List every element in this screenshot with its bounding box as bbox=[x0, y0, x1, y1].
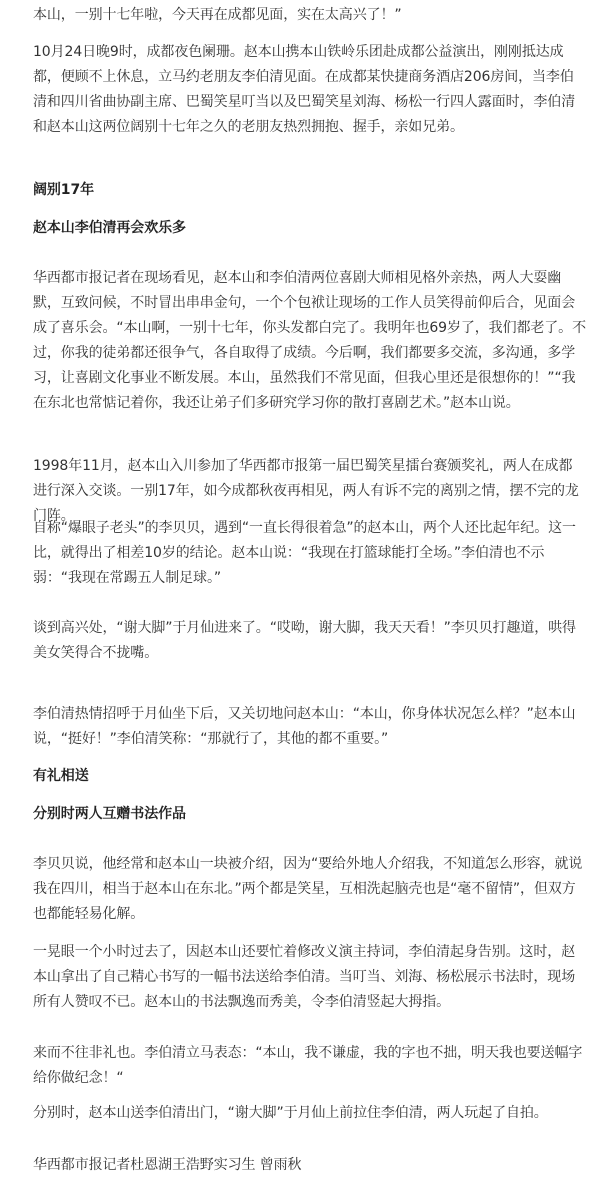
article-paragraph-1: 本山，一别十七年啦，今天再在成都见面，实在太高兴了！” bbox=[33, 7, 402, 23]
article-paragraph-10: 来而不往非礼也。李伯清立马表态：“本山，我不谦虚，我的字也不拙，明天我也要送幅字给你做纪念！“ bbox=[33, 1045, 583, 1086]
article-paragraph-5: 自称“爆眼子老头”的李贝贝，遇到“一直长得很着急”的赵本山，两个人还比起年纪。这一比，就得出了相差10岁的结论。赵本山说：“我现在打篮球能打全场。”李伯清也不示弱：“我现在常踢五人制足球。” bbox=[33, 520, 576, 586]
article-byline: 华西都市报记者杜恩湖王浩野实习生 曾雨秋 bbox=[33, 1157, 302, 1173]
section-heading-2: 有礼相送 bbox=[33, 768, 89, 784]
section-subheading-1: 赵本山李伯清再会欢乐多 bbox=[33, 220, 186, 236]
article-paragraph-6: 谈到高兴处，“谢大脚”于月仙进来了。“哎呦，谢大脚，我天天看！”李贝贝打趣道，哄得美女笑得合不拢嘴。 bbox=[33, 620, 576, 661]
article-paragraph-7: 李伯清热情招呼于月仙坐下后，又关切地问赵本山：“本山，你身体状况怎么样？”赵本山说，“挺好！”李伯清笑称：“那就行了，其他的都不重要。” bbox=[33, 706, 576, 747]
article-paragraph-9: 一晃眼一个小时过去了，因赵本山还要忙着修改义演主持词，李伯清起身告别。这时，赵本山拿出了自己精心书写的一幅书法送给李伯清。当叮当、刘海、杨松展示书法时，现场所有人赞叹不已。赵本山的书法飘逸而秀美，令李伯清竖起大拇指。 bbox=[33, 944, 576, 1010]
article-paragraph-4: 1998年11月，赵本山入川参加了华西都市报第一届巴蜀笑星擂台赛颁奖礼，两人在成都进行深入交谈。一别17年，如今成都秋夜再相见，两人有诉不完的离别之情，摆不完的龙门阵。 bbox=[33, 458, 579, 524]
section-heading-1: 阔别17年 bbox=[33, 182, 94, 198]
section-subheading-2: 分别时两人互赠书法作品 bbox=[33, 806, 186, 822]
article-paragraph-11: 分别时，赵本山送李伯清出门，“谢大脚”于月仙上前拉住李伯清，两人玩起了自拍。 bbox=[33, 1105, 548, 1121]
article-paragraph-3: 华西都市报记者在现场看见，赵本山和李伯清两位喜剧大师相见格外亲热，两人大耍幽默，互致问候，不时冒出串串金句，一个个包袱让现场的工作人员笑得前仰后合，见面会成了喜乐会。“本山啊，一别十七年，你头发都白完了。我明年也69岁了，我们都老了。不过，你我的徒弟都还很争气，各自取得了成绩。今后啊，我们都要多交流，多沟通，多学习，让喜剧文化事业不断发展。本山，虽然我们不常见面，但我心里还是很想你的！”“我在东北也常惦记着你，我还让弟子们多研究学习你的散打喜剧艺术。”赵本山说。 bbox=[33, 270, 586, 411]
article-paragraph-2: 10月24日晚9时，成都夜色阑珊。赵本山携本山铁岭乐团赴成都公益演出，刚刚抵达成都，便顾不上休息，立马约老朋友李伯清见面。在成都某快捷商务酒店206房间，当李伯清和四川省曲协副主席、巴蜀笑星叮当以及巴蜀笑星刘海、杨松一行四人露面时，李伯清和赵本山这两位阔别十七年之久的老朋友热烈拥抱、握手，亲如兄弟。 bbox=[33, 44, 576, 135]
article-paragraph-8: 李贝贝说，他经常和赵本山一块被介绍，因为“要给外地人介绍我，不知道怎么形容，就说我在四川，相当于赵本山在东北。”两个都是笑星，互相洗起脑壳也是“毫不留情”，但双方也都能轻易化解。 bbox=[33, 856, 583, 922]
